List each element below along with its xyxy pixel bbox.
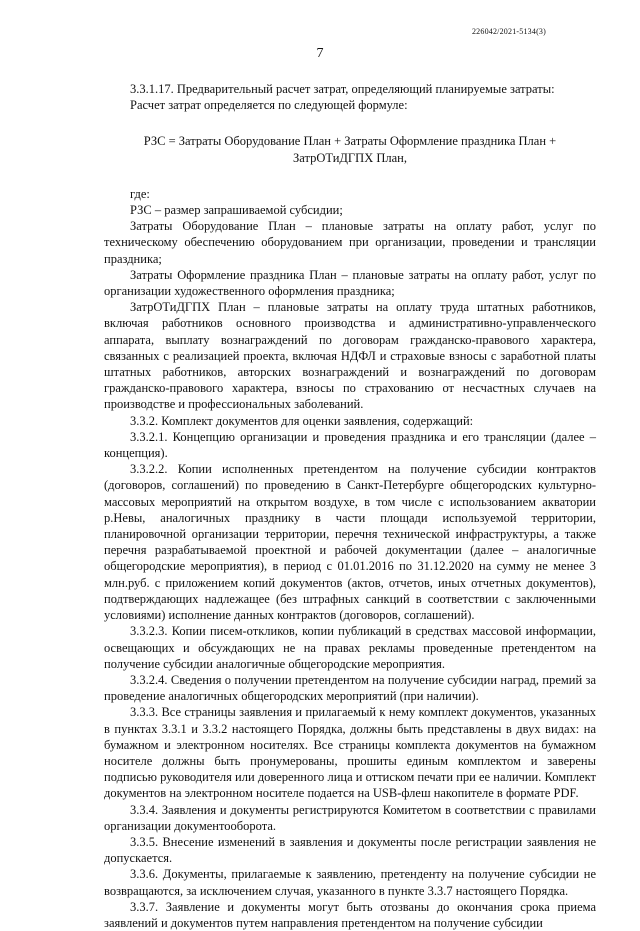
paragraph-3-3-2-3: 3.3.2.3. Копии писем-откликов, копии публикаций в средствах массовой информации, освещающих и обсуждающих не на правах рекламы проведенные претендентом на получение субсидии аналогичные общегородские мероприятия. — [104, 624, 596, 671]
paragraph-3-3-4: 3.3.4. Заявления и документы регистрируются Комитетом в соответствии с правилами организации документооборота. — [104, 802, 596, 833]
paragraph-3-3-1-17: 3.3.1.17. Предварительный расчет затрат, определяющий планируемые затраты: — [130, 82, 555, 96]
paragraph-3-3-2-1: 3.3.2.1. Концепцию организации и проведения праздника и его трансляции (далее – концепция). — [104, 429, 596, 461]
paragraph-3-3-7: 3.3.7. Заявление и документы могут быть отозваны до окончания срока приема заявлений и документов путем направления претендентом на получение субсидии — [104, 899, 596, 930]
formula-line-1: РЗС = Затраты Оборудование План + Затраты Оформление праздника План + — [143, 134, 557, 149]
paragraph-where: где: — [130, 186, 150, 201]
paragraph-3-3-3: 3.3.3. Все страницы заявления и прилагаемый к нему комплект документов, указанных в пунктах 3.3.1 и 3.3.2 настоящего Порядка, должны быть представлены в двух видах: на бумажном и электронном носителях. Все страницы комплекта документов на бумажном носителе должны быть пронумерованы, прошиты единым комплектом и заверены подписью руководителя или доверенного лица и оттиском печати при ее наличии. Комплект документов на электронном носителе подается на USB-флеш накопителе в формате PDF. — [104, 705, 596, 801]
document-body — [104, 81, 596, 931]
formula-line-2: ЗатрОТиДГПХ План, — [293, 150, 407, 165]
definition-labor-costs: ЗатрОТиДГПХ План – плановые затраты на оплату труда штатных работников, включая работников основного производства и административно-управленческого аппарата, выплату вознаграждений по договорам гражданско-правового характера, связанных с реализацией проекта, включая НДФЛ и страховые взносы с заработной платы штатных работников, авторских вознаграждений и вознаграждений по договорам гражданско-правового характера, взносы по страхованию от несчастных случаев на производстве и профессиональных заболеваний. — [104, 300, 596, 412]
definition-decoration-costs: Затраты Оформление праздника План – плановые затраты на оплату работ, услуг по организации художественного оформления праздника; — [104, 267, 596, 299]
definition-equipment-costs: Затраты Оборудование План – плановые затраты на оплату работ, услуг по техническому обеспечению оборудованием при организации, проведении и трансляции праздника; — [104, 219, 596, 266]
paragraph-3-3-2-4: 3.3.2.4. Сведения о получении претендентом на получение субсидии наград, премий за проведение аналогичных общегородских мероприятий (при наличии). — [104, 672, 596, 704]
paragraph-3-3-5: 3.3.5. Внесение изменений в заявления и документы после регистрации заявления не допускается. — [104, 834, 596, 866]
paragraph-calculation-intro: Расчет затрат определяется по следующей формуле: — [130, 98, 408, 113]
definition-rzs: РЗС – размер запрашиваемой субсидии; — [130, 203, 343, 218]
paragraph-3-3-2: 3.3.2. Комплект документов для оценки заявления, содержащий: — [130, 413, 474, 428]
page-number: 7 — [316, 46, 324, 61]
paragraph-3-3-2-2: 3.3.2.2. Копии исполненных претендентом на получение субсидии контрактов (договоров, соглашений) по проведению в Санкт-Петербурге общегородских культурно-массовых мероприятий на открытом воздухе, в том числе с использованием акватории р.Невы, аналогичных празднику в части площади используемой территории, планировочной организации территории, перечня технической инфраструктуры, а также перечня разрабатываемой проектной и рабочей документации (далее – аналогичные общегородские мероприятия), в период с 01.01.2016 по 31.12.2020 на сумму не менее 3 млн.руб. с приложением копий документов (актов, отчетов, иных отчетных документов), подтверждающих надлежащее (без штрафных санкций в соответствии с заключенными условиями) исполнение данных контрактов (договоров, соглашений). — [104, 462, 596, 623]
paragraph-3-3-6: 3.3.6. Документы, прилагаемые к заявлению, претенденту на получение субсидии не возвращаются, за исключением случая, указанного в пункте 3.3.7 настоящего Порядка. — [104, 867, 596, 898]
document-registration-number: 226042/2021-5134(3) — [471, 27, 546, 36]
